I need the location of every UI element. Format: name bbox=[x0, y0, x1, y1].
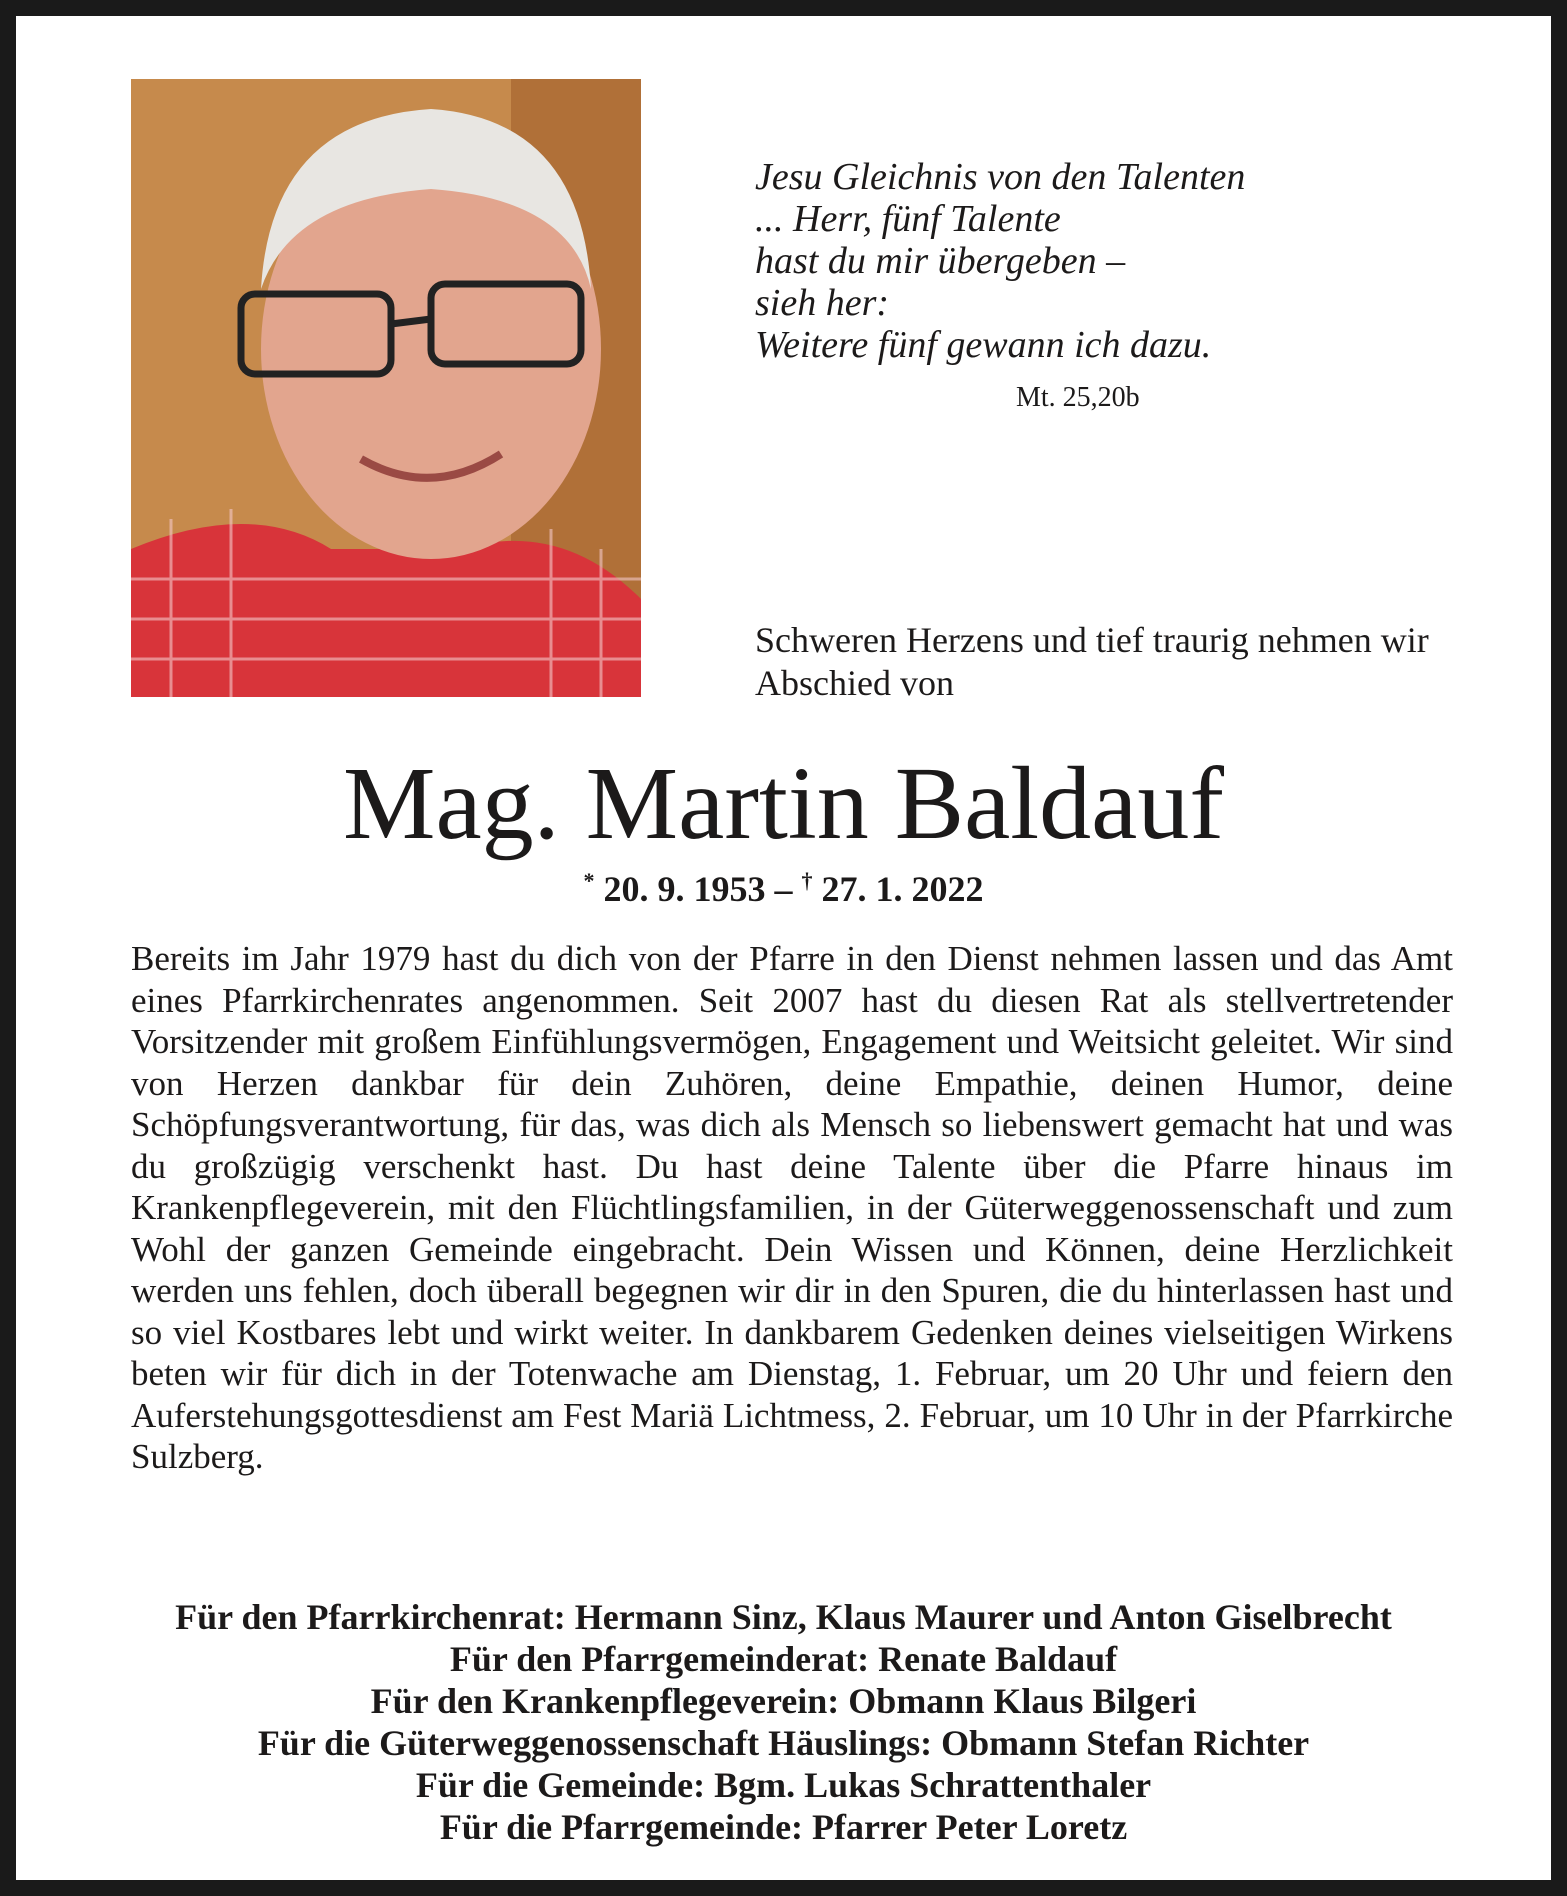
quote-line: sieh her: bbox=[755, 282, 890, 324]
life-dates bbox=[16, 868, 1551, 910]
quote-line: Jesu Gleichnis von den Talenten bbox=[755, 156, 1246, 198]
signature-line: Für die Güterweggenossenschaft Häuslings: Obmann Stefan Richter bbox=[257, 1723, 1310, 1763]
obituary-page bbox=[16, 16, 1551, 1880]
bible-quote bbox=[755, 156, 1275, 366]
birth-symbol: * bbox=[583, 868, 595, 893]
quote-line: hast du mir übergeben – bbox=[755, 240, 1126, 282]
quote-line: ... Herr, fünf Talente bbox=[755, 198, 1061, 240]
signature-line: Für den Pfarrkirchenrat: Hermann Sinz, Klaus Maurer und Anton Giselbrecht bbox=[175, 1597, 1392, 1637]
deceased-name: Mag. Martin Baldauf bbox=[343, 746, 1224, 861]
signatures bbox=[16, 1596, 1551, 1848]
birth-date: 20. 9. 1953 bbox=[603, 869, 766, 909]
date-separator: – bbox=[765, 869, 802, 909]
quote-reference: Mt. 25,20b bbox=[1016, 382, 1140, 413]
signature-line: Für den Krankenpflegeverein: Obmann Klaus Bilgeri bbox=[370, 1681, 1197, 1721]
portrait-photo bbox=[131, 79, 641, 697]
signature-line: Für den Pfarrgemeinderat: Renate Baldauf bbox=[449, 1639, 1118, 1679]
signature-line: Für die Pfarrgemeinde: Pfarrer Peter Loretz bbox=[439, 1807, 1128, 1847]
death-date: 27. 1. 2022 bbox=[821, 869, 984, 909]
obituary-text: Bereits im Jahr 1979 hast du dich von der Pfarre in den Dienst nehmen lassen und das Amt eines Pfarrkirchenrates angenommen. Seit 2007 hast du diesen Rat als stellvertretender Vorsitzender mit großem Einfühlungsvermögen, Engagement und Weitsicht geleitet. Wir sind von Herzen dankbar für dein Zuhören, deine Empathie, deinen Humor, deine Schöpfungsverantwortung, für das, was dich als Mensch so liebenswert gemacht hat und was du großzügig verschenkt hast. Du hast deine Talente über die Pfarre hinaus im Krankenpflegeverein, mit den Flüchtlingsfamilien, in der Güterweggenossenschaft und zum Wohl der ganzen Gemeinde eingebracht. Dein Wissen und Können, deine Herzlichkeit werden uns fehlen, doch überall begegnen wir dir in den Spuren, die du hinterlassen hast und so viel Kostbares lebt und wirkt weiter. In dankbarem Gedenken deines vielseitigen Wirkens beten wir für dich in der Totenwache am Dienstag, 1. Februar, um 20 Uhr und feiern den Auferstehungsgottesdienst am Fest Mariä Lichtmess, 2. Februar, um 10 Uhr in der Pfarrkirche Sulzberg. bbox=[131, 939, 1453, 1476]
death-symbol: † bbox=[801, 868, 813, 893]
quote-line: Weitere fünf gewann ich dazu. bbox=[755, 324, 1212, 366]
signature-line: Für die Gemeinde: Bgm. Lukas Schrattenthaler bbox=[415, 1765, 1152, 1805]
intro-text: Schweren Herzens und tief traurig nehmen wir Abschied von bbox=[755, 620, 1429, 703]
